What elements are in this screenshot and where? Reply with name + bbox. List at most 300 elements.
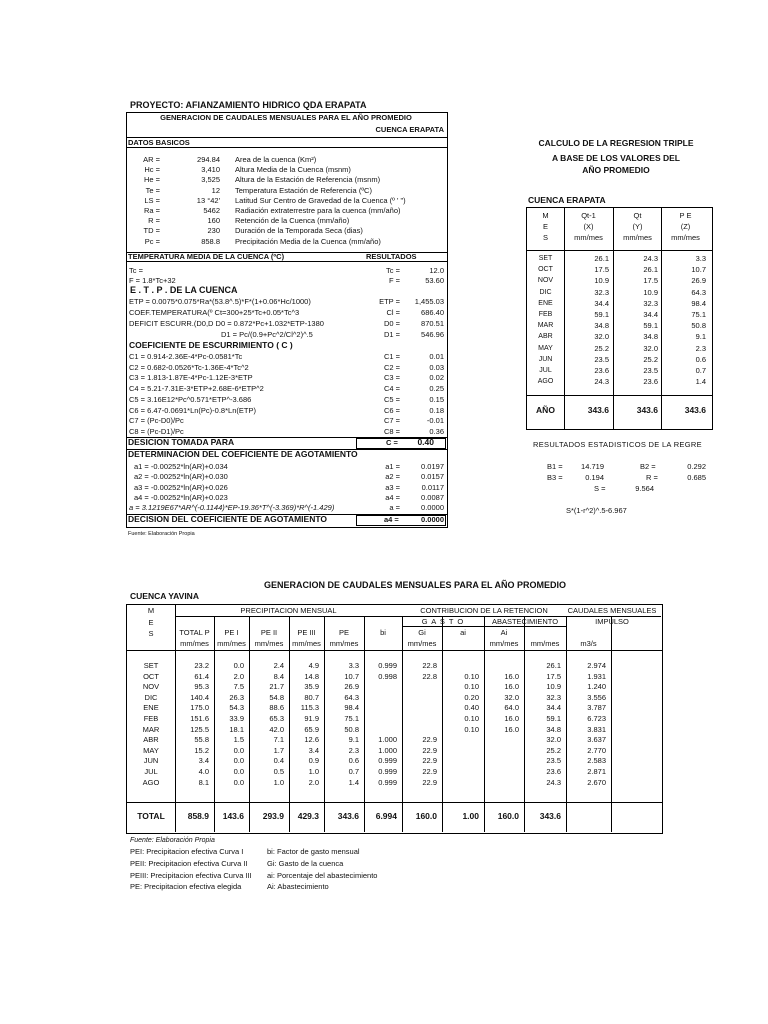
yavina-cell: 34.8 bbox=[546, 724, 561, 734]
regression-row-month: JUL bbox=[539, 367, 552, 374]
decision-value: 0.40 bbox=[417, 437, 434, 447]
decision2-label: DECISION DEL COEFICIENTE DE AGOTAMIENTO bbox=[128, 514, 327, 524]
datos-description: Retención de la Cuenca (mm/año) bbox=[235, 216, 350, 226]
yavina-col-header: PE II bbox=[260, 628, 278, 637]
yavina-col-mes: S bbox=[148, 629, 154, 638]
decision-sym: C = bbox=[386, 438, 398, 447]
yavina-cell: 0.0 bbox=[233, 767, 244, 776]
yavina-cell: 35.9 bbox=[304, 682, 319, 692]
regression-cell: 10.7 bbox=[691, 265, 706, 275]
precip-header: PRECIPITACION MENSUAL bbox=[240, 606, 337, 615]
yavina-col-unit: mm/mes bbox=[329, 639, 359, 648]
coef-formula: C5 = 3.16E12*Pc^0.571*ETP^-3.686 bbox=[129, 394, 252, 404]
yavina-cell: 42.0 bbox=[269, 724, 284, 734]
coef-formula: C3 = 1.813-1.87E-4*Pc-1.12E-3*ETP bbox=[129, 373, 253, 383]
regression-cell: 1.4 bbox=[695, 377, 706, 387]
yavina-cell: 7.5 bbox=[233, 682, 244, 692]
regression-cell: 32.0 bbox=[594, 332, 609, 342]
yavina-cell: 0.10 bbox=[464, 724, 479, 734]
yavina-cell: 140.4 bbox=[190, 692, 209, 702]
contrib-header: CONTRIBUCION DE LA RETENCION bbox=[420, 606, 548, 615]
datos-description: Precipitación Media de la Cuenca (mm/año) bbox=[235, 236, 381, 246]
yavina-cell: 16.0 bbox=[504, 714, 519, 723]
yavina-cell: 16.0 bbox=[504, 671, 519, 681]
yavina-cell: 115.3 bbox=[300, 703, 319, 713]
yavina-row-month: ENE bbox=[143, 703, 159, 713]
caudales-header: CAUDALES MENSUALES bbox=[567, 606, 657, 615]
yavina-col-header: bi bbox=[380, 628, 386, 637]
box1-subtitle: CUENCA ERAPATA bbox=[375, 125, 444, 134]
datos-symbol: TD = bbox=[143, 226, 160, 236]
yavina-cell: 1.240 bbox=[587, 682, 606, 692]
regression-cell: 9.1 bbox=[695, 332, 706, 342]
regression-col-mes: E bbox=[542, 222, 548, 231]
yavina-row-month: ABR bbox=[143, 735, 159, 745]
yavina-cell: 95.3 bbox=[194, 682, 209, 692]
yavina-cell: 10.7 bbox=[344, 671, 359, 681]
yavina-cell: 33.9 bbox=[229, 714, 244, 723]
regression-row-month: MAR bbox=[537, 322, 554, 330]
regression-cell: 10.9 bbox=[594, 276, 609, 286]
yavina-cell: 1.000 bbox=[378, 745, 397, 755]
regression-cell: 25.2 bbox=[643, 354, 658, 364]
regression-row-month: MAY bbox=[538, 344, 553, 352]
regression-cell: 23.6 bbox=[594, 366, 609, 375]
yavina-cell: 22.8 bbox=[422, 661, 437, 670]
yavina-row-month: OCT bbox=[143, 671, 159, 681]
coef-symbol: C8 = bbox=[383, 426, 400, 436]
regression-total-cell: 343.6 bbox=[636, 405, 658, 415]
datos-description: Radiación extraterrestre para la cuenca (mm/año) bbox=[235, 206, 401, 215]
coef-formula: C2 = 0.682-0.0526*Tc-1.36E-4*Tc^2 bbox=[129, 362, 249, 372]
calc-symbol: D0 = bbox=[383, 319, 400, 328]
yavina-cell: 80.7 bbox=[304, 692, 319, 702]
yavina-cell: 8.4 bbox=[273, 671, 284, 681]
b1-value: 14.719 bbox=[581, 462, 604, 471]
yavina-col-unit: m3/s bbox=[580, 639, 597, 648]
calc-value: 546.96 bbox=[421, 330, 444, 339]
yavina-cell: 0.5 bbox=[273, 767, 284, 776]
regression-col-header: Qt bbox=[633, 211, 642, 220]
yavina-col-header: PE III bbox=[297, 628, 316, 637]
regression-cell: 59.1 bbox=[594, 310, 609, 319]
coef-formula: C1 = 0.914-2.36E-4*Pc-0.0581*Tc bbox=[129, 352, 243, 361]
yavina-col-mes: E bbox=[148, 617, 154, 627]
yavina-col-header: PE bbox=[338, 628, 349, 637]
coef-value: 0.03 bbox=[429, 362, 444, 372]
b3-value: 0.194 bbox=[585, 473, 604, 482]
etp-header: E . T . P . DE LA CUENCA bbox=[130, 285, 238, 295]
yavina-col-header: TOTAL P bbox=[179, 628, 210, 637]
yavina-total-cell: 343.6 bbox=[539, 811, 561, 821]
yavina-cell: 151.6 bbox=[190, 714, 209, 723]
yavina-cell: 21.7 bbox=[269, 682, 284, 692]
regression-cell: 26.1 bbox=[643, 265, 658, 275]
coef-value: 0.18 bbox=[429, 405, 444, 415]
yavina-title: GENERACION DE CAUDALES MENSUALES PARA EL AÑO PROMEDIO bbox=[263, 580, 567, 590]
calc-value: 12.0 bbox=[429, 266, 444, 275]
yavina-cell: 3.637 bbox=[587, 735, 606, 745]
yavina-cell: 10.9 bbox=[546, 682, 561, 692]
yavina-col-unit: mm/mes bbox=[489, 639, 519, 648]
yavina-cell: 3.4 bbox=[198, 756, 209, 766]
decision-label: DESICION TOMADA PARA bbox=[128, 437, 235, 447]
yavina-cell: 0.0 bbox=[233, 745, 244, 755]
yavina-cell: 2.770 bbox=[587, 745, 606, 755]
yavina-col-header: PE I bbox=[224, 628, 239, 637]
r-label: R = bbox=[646, 473, 658, 482]
regression-cell: 0.7 bbox=[695, 366, 706, 375]
temp-header: TEMPERATURA MEDIA DE LA CUENCA (ºC) bbox=[128, 252, 285, 261]
regression-cell: 3.3 bbox=[695, 254, 706, 263]
regression-col-header: P E bbox=[679, 211, 692, 220]
yavina-row-month: JUL bbox=[144, 767, 158, 776]
yavina-cell: 24.3 bbox=[546, 777, 561, 787]
abast-header: ABASTECIMIENTO bbox=[491, 617, 559, 626]
calc-symbol: F = bbox=[388, 276, 400, 285]
regression-cell: 34.8 bbox=[643, 332, 658, 342]
legend-item: ai: Porcentaje del abastecimiento bbox=[267, 870, 378, 880]
rule-h bbox=[126, 650, 662, 651]
regression-total-label: AÑO bbox=[536, 405, 555, 415]
regression-title-3: AÑO PROMEDIO bbox=[582, 165, 650, 175]
regression-col-mes: S bbox=[542, 233, 548, 242]
yavina-cell: 0.4 bbox=[273, 756, 284, 766]
legend-item: Ai: Abastecimiento bbox=[267, 882, 329, 892]
agot-value: 0.0197 bbox=[421, 462, 444, 471]
yavina-cell: 3.556 bbox=[587, 692, 606, 702]
yavina-cell: 54.3 bbox=[229, 703, 244, 713]
yavina-cell: 175.0 bbox=[190, 703, 209, 713]
datos-description: Area de la cuenca (Km²) bbox=[235, 155, 317, 164]
yavina-cell: 22.9 bbox=[422, 745, 437, 755]
yavina-cell: 26.9 bbox=[344, 682, 359, 692]
regression-row-month: FEB bbox=[538, 311, 553, 318]
regression-cell: 59.1 bbox=[643, 321, 658, 331]
coef-symbol: C4 = bbox=[383, 384, 400, 394]
yavina-cuenca: CUENCA YAVINA bbox=[130, 591, 199, 601]
datos-description: Temperatura Estación de Referencia (ºC) bbox=[235, 185, 372, 195]
agot-value: 0.0117 bbox=[421, 482, 444, 492]
coef-symbol: C3 = bbox=[383, 373, 400, 383]
yavina-cell: 32.0 bbox=[504, 692, 519, 702]
yavina-row-month: SET bbox=[143, 661, 159, 670]
yavina-cell: 16.0 bbox=[504, 724, 519, 734]
yavina-cell: 18.1 bbox=[229, 724, 244, 734]
regression-total-cell: 343.6 bbox=[587, 405, 609, 415]
yavina-cell: 8.1 bbox=[198, 777, 209, 787]
regression-title-1: CALCULO DE LA REGRESION TRIPLE bbox=[538, 138, 694, 148]
yavina-col-header: Gi bbox=[418, 628, 426, 637]
datos-value: 294.84 bbox=[197, 155, 220, 164]
rule-v bbox=[611, 616, 612, 832]
s-formula: S*(1-r^2)^.5-6.967 bbox=[566, 506, 627, 515]
decision2-value: 0.0000 bbox=[421, 515, 444, 524]
yavina-cell: 26.3 bbox=[229, 692, 244, 702]
agot-formula: a2 = -0.00252*ln(AR)+0.030 bbox=[134, 472, 228, 482]
yavina-cell: 2.583 bbox=[587, 756, 606, 766]
agot-value: 0.0087 bbox=[421, 492, 444, 502]
coef-header: COEFICIENTE DE ESCURRIMIENTO ( C ) bbox=[129, 340, 293, 350]
regression-row-month: OCT bbox=[538, 266, 553, 274]
yavina-col-unit: mm/mes bbox=[180, 639, 209, 648]
yavina-cell: 75.1 bbox=[344, 714, 359, 723]
datos-description: Altura de la Estación de Referencia (msnm) bbox=[235, 175, 381, 185]
regression-total-cell: 343.6 bbox=[684, 405, 706, 415]
yavina-cell: 3.4 bbox=[308, 745, 319, 755]
legend-item: PE: Precipitacion efectiva elegida bbox=[130, 882, 242, 892]
calc-symbol: ETP = bbox=[379, 297, 400, 306]
yavina-cell: 2.0 bbox=[308, 777, 319, 787]
datos-symbol: Ra = bbox=[143, 206, 160, 215]
yavina-cell: 16.0 bbox=[504, 682, 519, 692]
yavina-col-unit: mm/mes bbox=[292, 639, 321, 648]
coef-formula: C8 = (Pc-D1)/Pc bbox=[129, 426, 184, 436]
regression-cell: 2.3 bbox=[695, 343, 706, 353]
datos-description: Latitud Sur Centro de Gravedad de la Cuenca (º ' ") bbox=[235, 195, 406, 205]
coef-symbol: C7 = bbox=[383, 416, 400, 426]
yavina-col-mes: M bbox=[147, 606, 155, 615]
regression-cell: 26.1 bbox=[594, 254, 609, 263]
regression-row-month: ENE bbox=[538, 299, 553, 307]
agot-value: 0.0000 bbox=[421, 503, 444, 513]
b3-label: B3 = bbox=[547, 473, 563, 482]
yavina-total-label: TOTAL bbox=[137, 811, 165, 821]
datos-value: 3,410 bbox=[201, 165, 220, 175]
yavina-cell: 1.5 bbox=[233, 735, 244, 745]
calc-value: 870.51 bbox=[421, 319, 444, 328]
fuente-1: Fuente: Elaboración Propia bbox=[128, 531, 195, 537]
yavina-cell: 61.4 bbox=[194, 671, 209, 681]
yavina-cell: 2.974 bbox=[587, 661, 606, 670]
yavina-cell: 3.787 bbox=[587, 703, 606, 713]
yavina-total-cell: 429.3 bbox=[297, 811, 319, 821]
calc-value: 686.40 bbox=[421, 308, 444, 317]
regression-cell: 10.9 bbox=[643, 287, 658, 297]
yavina-cell: 91.9 bbox=[304, 714, 319, 723]
yavina-cell: 23.5 bbox=[546, 756, 561, 766]
regression-cell: 34.4 bbox=[643, 310, 658, 319]
datos-value: 12 bbox=[211, 185, 220, 195]
calc-formula: DEFICIT ESCURR.(D0,D D0 = 0.872*Pc+1.032*ETP-1380 bbox=[129, 319, 324, 328]
yavina-cell: 1.4 bbox=[348, 777, 359, 787]
regression-col-header: (Z) bbox=[680, 222, 691, 231]
regression-cell: 32.3 bbox=[594, 287, 609, 297]
datos-symbol: Hc = bbox=[144, 165, 160, 175]
yavina-cell: 17.5 bbox=[546, 671, 561, 681]
b2-value: 0.292 bbox=[687, 462, 706, 471]
datos-value: 13 °42' bbox=[196, 195, 220, 205]
yavina-cell: 65.3 bbox=[269, 714, 284, 723]
legend-item: PEII: Precipitacion efectiva Curva II bbox=[130, 858, 248, 868]
coef-value: 0.15 bbox=[429, 394, 444, 404]
legend-item: PEI: Precipitacion efectiva Curva I bbox=[130, 847, 244, 856]
regression-cell: 17.5 bbox=[594, 265, 609, 275]
rule-v bbox=[402, 616, 403, 832]
datos-symbol: He = bbox=[143, 175, 160, 185]
legend-item: bi: Factor de gasto mensual bbox=[267, 847, 360, 856]
regression-cell: 25.2 bbox=[594, 343, 609, 353]
regression-cell: 26.9 bbox=[691, 276, 706, 286]
yavina-cell: 1.0 bbox=[308, 767, 319, 776]
yavina-cell: 2.670 bbox=[587, 777, 606, 787]
yavina-cell: 88.6 bbox=[269, 703, 284, 713]
yavina-cell: 0.10 bbox=[464, 682, 479, 692]
yavina-col-unit: mm/mes bbox=[254, 639, 284, 648]
yavina-cell: 1.000 bbox=[378, 735, 397, 745]
yavina-cell: 0.998 bbox=[378, 671, 397, 681]
regression-col-header: Qt-1 bbox=[581, 211, 596, 220]
datos-value: 5462 bbox=[203, 206, 220, 215]
yavina-cell: 1.931 bbox=[587, 671, 606, 681]
regression-col-header: mm/mes bbox=[671, 233, 700, 242]
regression-col-header: (X) bbox=[583, 222, 594, 231]
regression-cell: 0.6 bbox=[695, 354, 706, 364]
regression-cell: 64.3 bbox=[691, 287, 706, 297]
regression-cell: 24.3 bbox=[594, 377, 609, 387]
calc-symbol: D1 = bbox=[383, 330, 400, 339]
gasto-header: G A S T O bbox=[421, 617, 465, 626]
yavina-col-header: ai bbox=[460, 628, 466, 637]
yavina-cell: 23.2 bbox=[194, 661, 209, 670]
coef-formula: C7 = (Pc-D0)/Pc bbox=[129, 416, 184, 426]
yavina-row-month: FEB bbox=[143, 714, 159, 723]
yavina-total-cell: 160.0 bbox=[497, 811, 519, 821]
calc-value: 53.60 bbox=[425, 276, 444, 285]
yavina-cell: 0.6 bbox=[348, 756, 359, 766]
yavina-cell: 26.1 bbox=[546, 661, 561, 670]
rule-v bbox=[364, 616, 365, 832]
yavina-cell: 0.0 bbox=[233, 756, 244, 766]
yavina-cell: 7.1 bbox=[273, 735, 284, 745]
regression-row-month: AGO bbox=[537, 378, 554, 386]
rule-h bbox=[126, 802, 662, 803]
datos-value: 160 bbox=[207, 216, 220, 226]
box1-title: GENERACION DE CAUDALES MENSUALES PARA EL AÑO PROMEDIO bbox=[160, 113, 412, 122]
agot-symbol: a2 = bbox=[385, 472, 400, 482]
datos-symbol: LS = bbox=[144, 195, 160, 205]
coef-symbol: C2 = bbox=[383, 362, 400, 372]
yavina-cell: 0.10 bbox=[464, 671, 479, 681]
yavina-cell: 0.999 bbox=[378, 661, 397, 670]
r-value: 0.685 bbox=[687, 473, 706, 482]
agot-formula: a1 = -0.00252*ln(AR)+0.034 bbox=[134, 462, 228, 471]
regression-col-header: (Y) bbox=[632, 222, 643, 231]
yavina-col-header: Ai bbox=[500, 628, 508, 637]
coef-symbol: C1 = bbox=[383, 352, 400, 361]
datos-value: 230 bbox=[207, 226, 220, 236]
yavina-cell: 98.4 bbox=[344, 703, 359, 713]
impulso-header: IMPULSO bbox=[595, 617, 629, 626]
regression-cell: 75.1 bbox=[691, 310, 706, 319]
yavina-cell: 25.2 bbox=[546, 745, 561, 755]
regression-col-mes: M bbox=[542, 211, 549, 220]
yavina-cell: 2.871 bbox=[587, 767, 606, 776]
calc-symbol: Tc = bbox=[386, 266, 400, 275]
fuente-2: Fuente: Elaboración Propia bbox=[130, 837, 215, 844]
yavina-cell: 32.0 bbox=[546, 735, 561, 745]
yavina-cell: 2.3 bbox=[348, 745, 359, 755]
coef-value: 0.36 bbox=[429, 426, 444, 436]
yavina-row-month: DIC bbox=[144, 692, 158, 702]
calc-formula: COEF.TEMPERATURA(º Ct=300+25*Tc+0.05*Tc^3 bbox=[129, 308, 300, 317]
calc-value: 1,455.03 bbox=[414, 297, 444, 306]
regression-cell: 23.5 bbox=[643, 366, 658, 375]
agot-formula: a4 = -0.00252*ln(AR)+0.023 bbox=[134, 492, 228, 502]
yavina-col-unit: mm/mes bbox=[407, 639, 437, 648]
datos-description: Duración de la Temporada Seca (dias) bbox=[235, 226, 363, 236]
yavina-cell: 3.831 bbox=[587, 724, 606, 734]
project-title: PROYECTO: AFIANZAMIENTO HIDRICO QDA ERAPATA bbox=[130, 100, 367, 110]
regression-cell: 32.0 bbox=[643, 343, 658, 353]
yavina-cell: 125.5 bbox=[190, 724, 209, 734]
resultados-label: RESULTADOS bbox=[366, 252, 417, 261]
coef-symbol: C5 = bbox=[383, 394, 400, 404]
coef-value: 0.02 bbox=[429, 373, 444, 383]
b2-label: B2 = bbox=[640, 462, 656, 471]
yavina-col-unit: mm/mes bbox=[530, 639, 560, 648]
yavina-cell: 14.8 bbox=[304, 671, 319, 681]
s-label: S = bbox=[594, 484, 606, 493]
agot-symbol: a3 = bbox=[385, 482, 400, 492]
datos-value: 858.8 bbox=[201, 236, 220, 246]
regression-cuenca: CUENCA ERAPATA bbox=[528, 195, 606, 205]
yavina-cell: 0.999 bbox=[378, 756, 397, 766]
yavina-total-cell: 343.6 bbox=[337, 811, 359, 821]
datos-header: DATOS BASICOS bbox=[128, 138, 190, 147]
rule-h bbox=[402, 626, 566, 627]
yavina-cell: 0.999 bbox=[378, 767, 397, 776]
coef-value: 0.25 bbox=[429, 384, 444, 394]
yavina-row-month: NOV bbox=[142, 682, 160, 692]
yavina-cell: 4.0 bbox=[198, 767, 209, 776]
coef-formula: C4 = 5.21-7.31E-3*ETP+2.68E-6*ETP^2 bbox=[129, 384, 264, 394]
calc-formula: D1 = Pc/(0.9+Pc^2/Cl^2)^.5 bbox=[221, 330, 313, 339]
yavina-total-cell: 293.9 bbox=[262, 811, 284, 821]
agot-symbol: a1 = bbox=[385, 462, 400, 471]
yavina-row-month: MAR bbox=[142, 724, 160, 734]
b1-label: B1 = bbox=[547, 462, 563, 471]
regression-cell: 50.8 bbox=[691, 321, 706, 331]
yavina-total-cell: 143.6 bbox=[222, 811, 244, 821]
agot-symbol: a4 = bbox=[385, 492, 400, 502]
yavina-cell: 50.8 bbox=[344, 724, 359, 734]
yavina-total-cell: 858.9 bbox=[187, 811, 209, 821]
yavina-cell: 32.3 bbox=[546, 692, 561, 702]
agot-formula: a3 = -0.00252*ln(AR)+0.026 bbox=[134, 482, 228, 492]
yavina-cell: 3.3 bbox=[348, 661, 359, 670]
datos-value: 3,525 bbox=[201, 175, 220, 185]
coef-symbol: C6 = bbox=[383, 405, 400, 415]
datos-description: Altura Media de la Cuenca (msnm) bbox=[235, 165, 351, 175]
datos-symbol: AR = bbox=[143, 155, 160, 164]
regression-row-month: SET bbox=[538, 255, 553, 262]
agot-header: DETERMINACION DEL COEFICIENTE DE AGOTAMIENTO bbox=[128, 449, 358, 459]
yavina-cell: 22.9 bbox=[422, 735, 437, 745]
yavina-cell: 54.8 bbox=[269, 692, 284, 702]
coef-formula: C6 = 6.47-0.0691*Ln(Pc)-0.8*Ln(ETP) bbox=[129, 405, 256, 415]
yavina-cell: 9.1 bbox=[348, 735, 359, 745]
yavina-cell: 0.0 bbox=[233, 777, 244, 787]
regression-cell: 23.6 bbox=[643, 377, 658, 387]
coef-value: 0.01 bbox=[429, 352, 444, 361]
calc-formula: ETP = 0.0075*0.075*Ra*(53.8^.5)*F*(1+0.06*Hc/1000) bbox=[129, 297, 311, 306]
regression-col-header: mm/mes bbox=[623, 233, 652, 242]
calc-formula: Tc = bbox=[129, 266, 143, 275]
agot-value: 0.0157 bbox=[421, 472, 444, 482]
regression-cell: 24.3 bbox=[643, 254, 658, 263]
yavina-cell: 0.20 bbox=[464, 692, 479, 702]
